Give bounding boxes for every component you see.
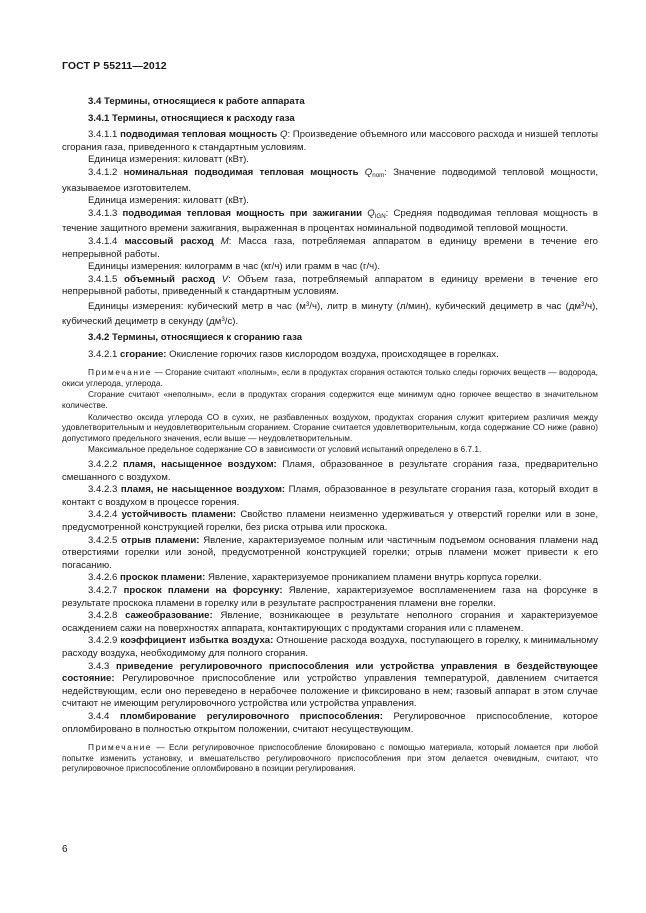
section-heading-3-4-1: 3.4.1 Термины, относящиеся к расходу газа: [88, 112, 295, 124]
note-paragraph: Максимальное предельное содержание СО в зависимости от условий испытаний определено в 6.7.1.: [88, 444, 482, 455]
term: проскок пламени:: [120, 572, 206, 584]
note-label: Примечание: [88, 367, 153, 378]
term: объемный расход: [124, 273, 216, 285]
paragraph-3-4-2-4: 3.4.2.4 устойчивость пламени: Свойство пламени неизменно удерживаться у отверстий горелки или в зоне, предусмотренной конструкцией горелки, без риска отрыва или проскока.: [62, 509, 598, 533]
paragraph-3-4-2-5: 3.4.2.5 отрыв пламени: Явление, характеризуемое полным или частичным подъемом основания пламени над отверстиями горелки или зоной, предусмотренной конструкцией горелки; отрыв пламени может привести к его погасанию.: [62, 534, 598, 571]
term: устойчивость пламени:: [121, 509, 237, 521]
paragraph-3-4-2-2: 3.4.2.2 пламя, насыщенное воздухом: Пламя, образованное в результате сгорания газа, предварительно смешанного с воздухом.: [62, 459, 598, 483]
note-combustion: [62, 367, 598, 455]
term: проскок пламени на форсунку:: [123, 584, 283, 596]
paragraph-3-4-2-7: 3.4.2.7 проскок пламени на форсунку: Явление, характеризуемое воспламенением газа на форсунке в результате проскока пламени в горелку или в результате распространения пламени вне горелки.: [62, 584, 599, 609]
note-paragraph: Примечание — Если регулировочное приспособление блокировано с помощью материала, который ломается при любой попытке изменить установку, и вмешательство регулировочного приспособления при этом делается очевидным, считают, что регулировочное приспособление опломбировано в позиции регулирования.: [62, 742, 598, 774]
page-number: 6: [62, 844, 68, 855]
term: сажеобразование:: [125, 610, 213, 622]
note-label: Примечание: [88, 742, 153, 753]
term: номинальная подводимая тепловая мощность: [123, 166, 359, 178]
term: подводимая тепловая мощность: [120, 129, 278, 141]
term: пламя, не насыщенное воздухом:: [120, 484, 286, 496]
term: массовый расход: [124, 235, 214, 247]
paragraph-3-4-2-8: 3.4.2.8 сажеобразование: Явление, возникающее в результате неполного сгорания и характеризуемое осаждением сажи на поверхностях аппарата, контактирующих с продуктами сгорания или с пламенем.: [62, 610, 599, 634]
paragraph-3-4-1-2: 3.4.1.2 номинальная подводимая тепловая мощность $Q_{nom}$: Значение подводимой тепловой мощности, указываемое изготовителем.: [62, 166, 599, 194]
term: сгорание:: [120, 348, 167, 360]
paragraph-3-4-4: 3.4.4 пломбирование регулировочного приспособления: Регулировочное приспособление, которое опломбировано в полностью открытом положении, считают несуществующим.: [62, 710, 599, 735]
term: коэффициент избытка воздуха:: [120, 635, 274, 647]
paragraph-3-4-2-9: 3.4.2.9 коэффициент избытка воздуха: Отношение расхода воздуха, поступающего в горелку, к минимальному расходу воздуха, необходимому для полного сгорания.: [62, 635, 599, 659]
paragraph-3-4-3: 3.4.3 приведение регулировочного приспособления или устройства управления в бездействующее состояние: Регулировочное приспособление или устройство управления температурой, давлением считается недействующим, если оно переведено в нерабочее положение и фиксировано в нем; газовый аппарат в этом случае считают не имеющим регулировочного устройства или устройства управления.: [62, 660, 598, 710]
term: приведение регулировочного приспособления или устройства управления в бездействующее состояние:: [62, 660, 598, 685]
paragraph-3-4-1-3: 3.4.1.3 подводимая тепловая мощность при зажигании $Q_{IGN}$: Средняя подводимая тепловая мощность в течение защитного времени зажигания, выраженная в процентах номинальной подводимой тепловой мощности.: [62, 207, 599, 235]
document-header: ГОСТ Р 55211—2012: [62, 60, 167, 72]
unit-line: Единица измерения: киловатт (кВт).: [88, 154, 249, 166]
note-paragraph: Примечание — Сгорание считают «полным», если в продуктах сгорания остаются только следы горючих веществ — водорода, окиси углерода, углерода.: [62, 367, 598, 388]
term: пломбирование регулировочного приспособления:: [119, 710, 383, 722]
paragraph-3-4-2-1: 3.4.2.1 сгорание: Окисление горючих газов кислородом воздуха, происходящее в горелках.: [88, 348, 499, 360]
document-body: [62, 96, 598, 774]
paragraph-3-4-1-1: 3.4.1.1 подводимая тепловая мощность Q: Произведение объемного или массового расхода и низшей теплоты сгорания газа, приведенного к стандартным условиям.: [62, 129, 599, 153]
section-heading-3-4: 3.4 Термины, относящиеся к работе аппарата: [88, 96, 305, 107]
unit-line: Единицы измерения: кубический метр в час $(м^3/ч)$, литр в минуту (л/мин), кубический дециметр в час $(дм^3/ч)$, кубический дециметр в секунду $(дм^3/с)$.: [62, 300, 598, 327]
unit-line: Единицы измерения: килограмм в час (кг/ч) или грамм в час (г/ч).: [88, 261, 380, 273]
term: подводимая тепловая мощность при зажигании: [122, 207, 363, 219]
paragraph-3-4-1-5: 3.4.1.5 объемный расход V: Объем газа, потребляемый аппаратом в единицу времени в течение его непрерывной работы, приведенный к стандартным условиям.: [62, 273, 598, 298]
paragraph-3-4-1-4: 3.4.1.4 массовый расход M: Масса газа, потребляемая аппаратом в единицу времени в течение его непрерывной работы.: [62, 235, 599, 260]
term: пламя, насыщенное воздухом:: [122, 459, 277, 471]
note-paragraph: Сгорание считают «неполным», если в продуктах сгорания содержится еще минимум одно горючее вещество в значительном количестве.: [62, 389, 598, 411]
paragraph-3-4-2-6: 3.4.2.6 проскок пламени: Явление, характеризуемое проникanием пламени внутрь корпуса горелки.: [88, 572, 542, 584]
unit-line: Единица измерения: киловатт (кВт).: [88, 195, 249, 207]
note-paragraph: Количество оксида углерода СО в сухих, не разбавленных воздухом, продуктах сгорания служит критерием различия между удовлетворительным и неудовлетворительным сгоранием. Сгорание считается удовлетворительным, когда содержание СО ниже (равно) допустимого предельного значения, если выше — неудовлетворительным.: [62, 411, 598, 443]
note-sealing: [62, 742, 598, 774]
paragraph-3-4-2-3: 3.4.2.3 пламя, не насыщенное воздухом: Пламя, образованное в результате сгорания газа, который входит в контакт с воздухом в процессе горения.: [62, 484, 598, 508]
term: отрыв пламени:: [121, 534, 200, 546]
section-heading-3-4-2: 3.4.2 Термины, относящиеся к сгоранию газа: [88, 332, 303, 344]
